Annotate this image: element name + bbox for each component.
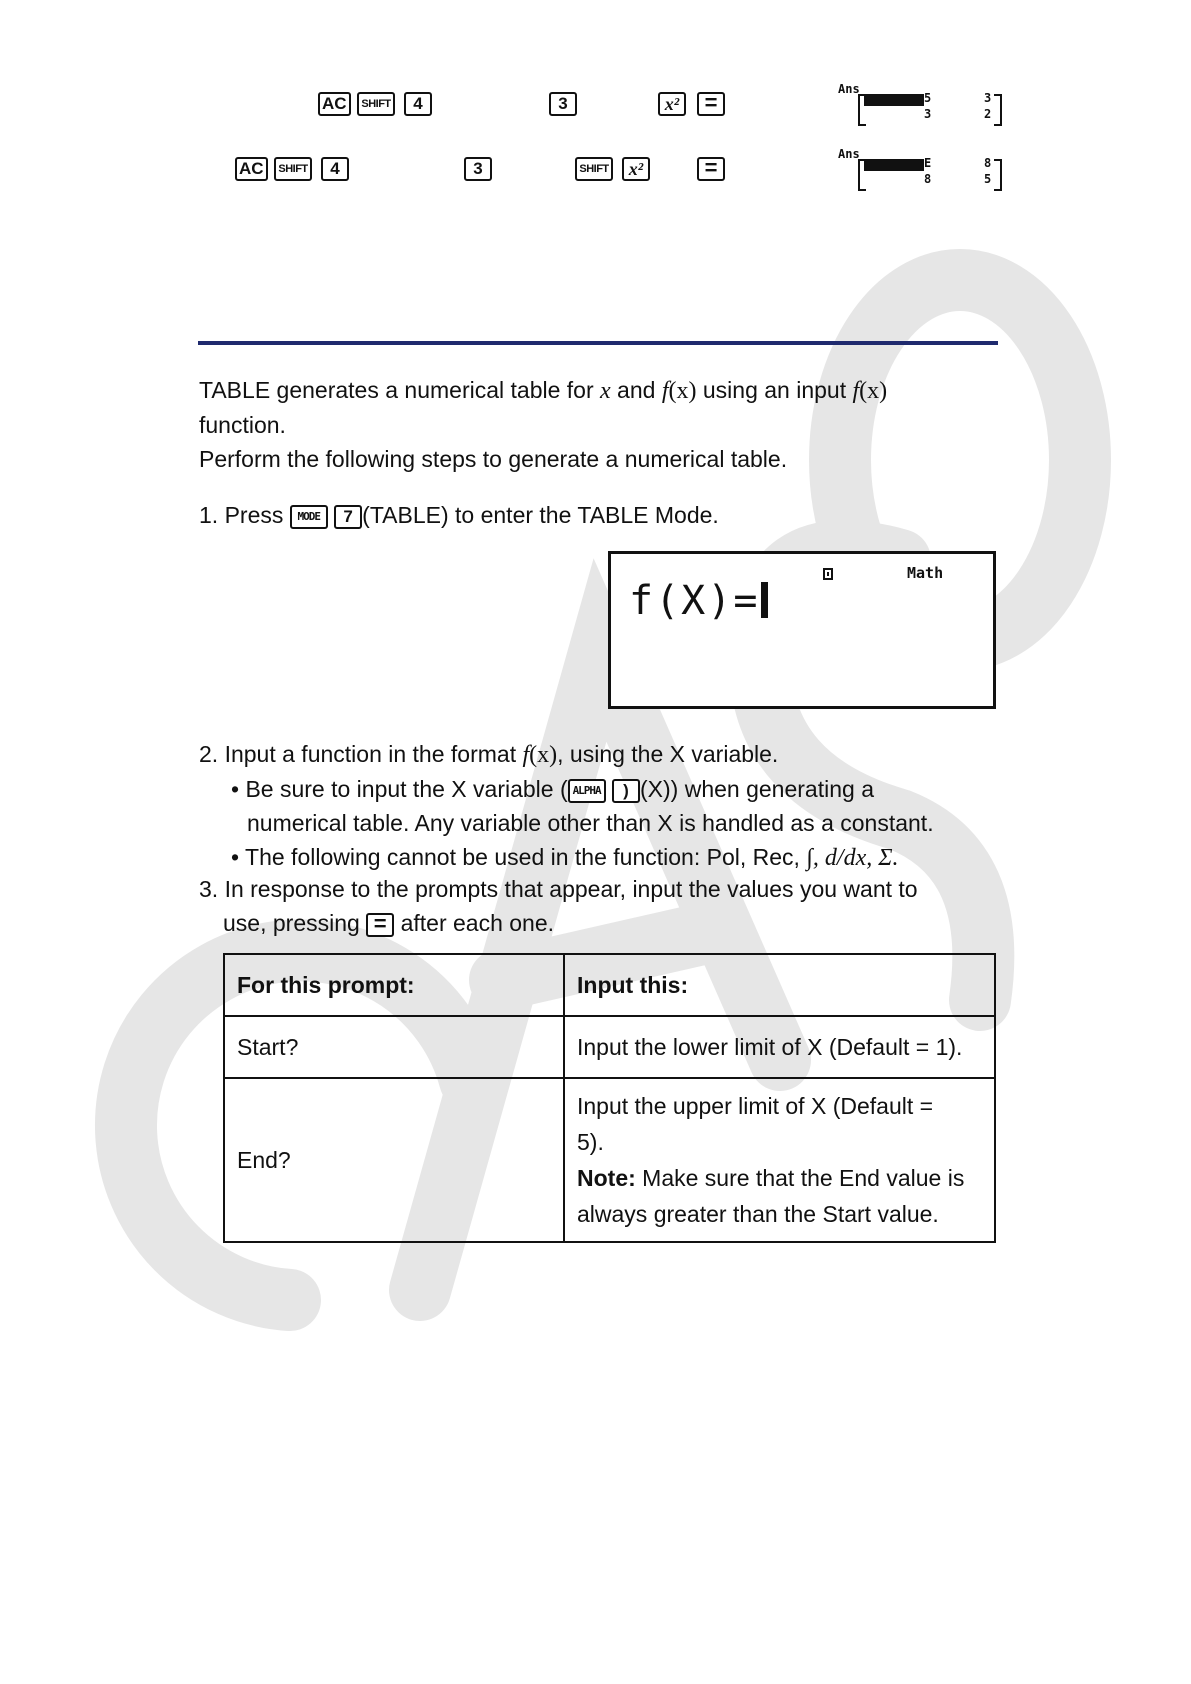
equals-key: = bbox=[366, 913, 394, 937]
math-var: f bbox=[852, 378, 860, 404]
seven-key: 7 bbox=[334, 505, 362, 529]
three-key: 3 bbox=[549, 92, 577, 116]
step-3 bbox=[199, 872, 999, 940]
table-cell-input bbox=[564, 1078, 995, 1242]
result-screen-2 bbox=[838, 147, 1008, 197]
input-text-line-1: Input the upper limit of X (Default = bbox=[577, 1093, 934, 1119]
result-glyph: 2 bbox=[984, 107, 992, 121]
step-text: after each one. bbox=[394, 910, 555, 936]
ac-key: AC bbox=[235, 157, 268, 181]
prompt-table bbox=[223, 953, 996, 1243]
bullet-text: • The following cannot be used in the function: Pol, Rec, bbox=[231, 844, 807, 870]
input-text-line-2: 5). bbox=[577, 1129, 604, 1155]
step-2 bbox=[199, 737, 999, 875]
table-header: Input this: bbox=[564, 954, 995, 1016]
shift-key: SHIFT bbox=[357, 92, 395, 116]
intro-line-1 bbox=[199, 373, 999, 408]
alpha-key: ALPHA bbox=[568, 779, 606, 803]
step-1 bbox=[199, 498, 999, 532]
intro-text: TABLE generates a numerical table for bbox=[199, 377, 601, 403]
intro-line-3: Perform the following steps to generate a numerical table. bbox=[199, 446, 788, 472]
note bbox=[577, 1160, 982, 1232]
cursor-icon bbox=[761, 582, 768, 618]
status-indicator-icon bbox=[823, 568, 833, 580]
ans-label: Ans bbox=[838, 147, 860, 161]
math-var: f bbox=[522, 742, 530, 768]
section-divider bbox=[198, 341, 998, 345]
step-2-bullet-1 bbox=[199, 772, 999, 806]
x-squared-key: x² bbox=[658, 92, 686, 116]
table-cell-prompt: End? bbox=[224, 1078, 564, 1242]
note-text: Make sure that the End value is always greater than the Start value. bbox=[577, 1165, 965, 1227]
step-3-line-2 bbox=[199, 906, 999, 940]
intro-text: and bbox=[610, 377, 662, 403]
math-var: (x) bbox=[859, 378, 888, 404]
result-glyph: 5 bbox=[984, 172, 992, 186]
table-row bbox=[224, 1078, 995, 1242]
display-expression bbox=[629, 578, 768, 624]
shift-key: SHIFT bbox=[274, 157, 312, 181]
bullet-text: • Be sure to input the X variable ( bbox=[231, 776, 568, 802]
step-2-heading bbox=[199, 737, 999, 772]
four-key: 4 bbox=[404, 92, 432, 116]
math-var: f bbox=[661, 378, 669, 404]
key-sequence-row-1 bbox=[0, 92, 1191, 122]
result-glyph: 8 bbox=[984, 156, 992, 170]
highlight-bar bbox=[864, 159, 924, 171]
step-text: , using the X variable. bbox=[557, 741, 779, 767]
table-cell-input: Input the lower limit of X (Default = 1). bbox=[564, 1016, 995, 1078]
table-row bbox=[224, 1016, 995, 1078]
math-mode-indicator: Math bbox=[907, 564, 944, 582]
bullet-text: (X)) when generating a bbox=[640, 776, 874, 802]
key-sequence-row-2 bbox=[0, 157, 1191, 187]
highlight-bar bbox=[864, 94, 924, 106]
result-glyph: 3 bbox=[924, 107, 932, 121]
step-3-line-1: 3. In response to the prompts that appear, input the values you want to bbox=[199, 876, 918, 902]
step-2-bullet-1-continued: numerical table. Any variable other than X is handled as a constant. bbox=[247, 810, 934, 836]
shift-key: SHIFT bbox=[575, 157, 613, 181]
matrix-bracket-icon bbox=[994, 159, 1002, 191]
expression-text: f(X)= bbox=[629, 578, 760, 624]
step-text: 2. Input a function in the format bbox=[199, 741, 523, 767]
close-paren-key: ) bbox=[612, 779, 640, 803]
table-cell-prompt: Start? bbox=[224, 1016, 564, 1078]
note-label: Note: bbox=[577, 1165, 636, 1191]
calculator-display bbox=[608, 551, 996, 709]
step-text: (TABLE) to enter the TABLE Mode. bbox=[362, 502, 719, 528]
math-symbols: ∫, d/dx, Σ. bbox=[806, 845, 899, 871]
result-glyph: E bbox=[924, 156, 932, 170]
equals-key: = bbox=[697, 92, 725, 116]
math-var: (x) bbox=[668, 378, 697, 404]
table-header: For this prompt: bbox=[224, 954, 564, 1016]
result-glyph: 3 bbox=[984, 91, 992, 105]
step-text: use, pressing bbox=[223, 910, 367, 936]
three-key: 3 bbox=[464, 157, 492, 181]
intro-line-2: function. bbox=[199, 412, 286, 438]
matrix-bracket-icon bbox=[994, 94, 1002, 126]
x-squared-key: x² bbox=[622, 157, 650, 181]
step-text: 1. Press bbox=[199, 502, 290, 528]
math-var: x bbox=[600, 378, 611, 404]
result-glyph: 5 bbox=[924, 91, 932, 105]
mode-key: MODE bbox=[290, 505, 328, 529]
math-var: (x) bbox=[529, 742, 558, 768]
table-header-row bbox=[224, 954, 995, 1016]
ac-key: AC bbox=[318, 92, 351, 116]
intro-paragraph bbox=[199, 373, 999, 476]
result-screen-1 bbox=[838, 82, 1008, 132]
intro-text: using an input bbox=[696, 377, 853, 403]
four-key: 4 bbox=[321, 157, 349, 181]
ans-label: Ans bbox=[838, 82, 860, 96]
equals-key: = bbox=[697, 157, 725, 181]
step-2-bullet-2 bbox=[199, 840, 999, 875]
result-glyph: 8 bbox=[924, 172, 932, 186]
